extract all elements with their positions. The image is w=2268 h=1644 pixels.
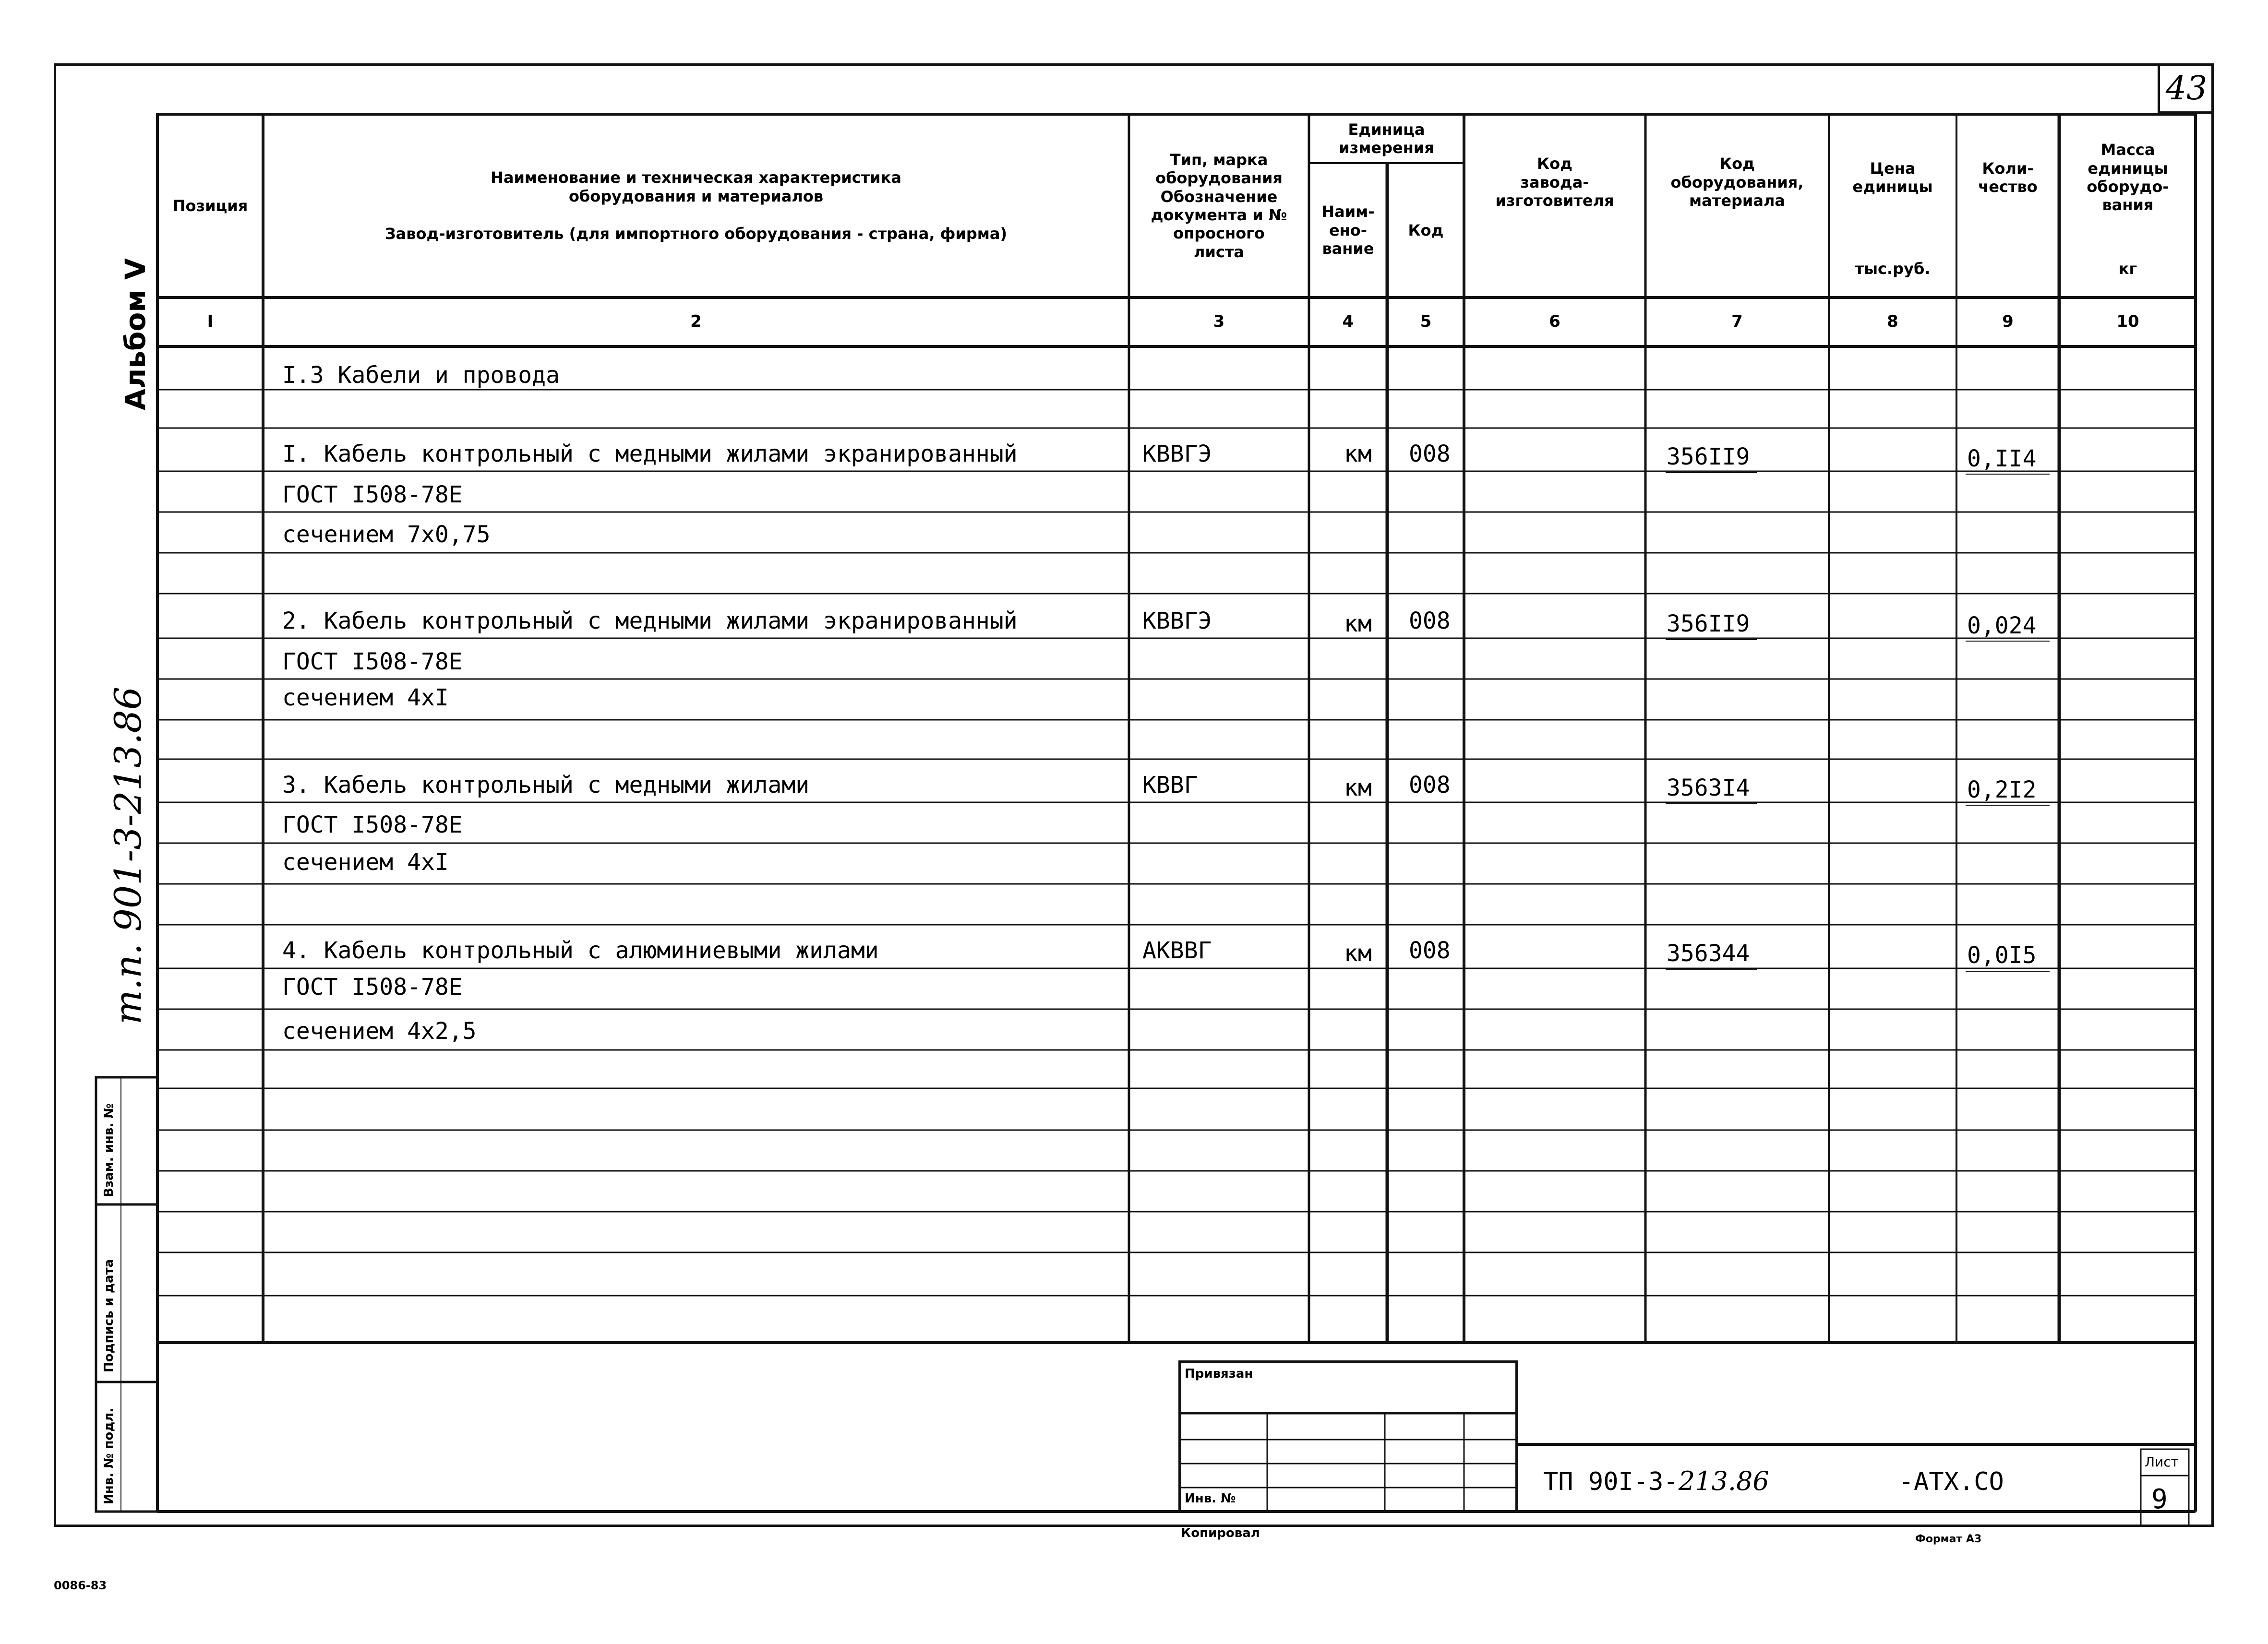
item3-code: 008 xyxy=(1409,772,1451,798)
header-name-line3: Завод-изготовитель (для импортного оборудования - страна, фирма) xyxy=(384,225,1008,243)
header-plant-code-line1: Код xyxy=(1537,155,1572,173)
item1-code: 008 xyxy=(1409,441,1451,467)
title-block-privyazan: Привязан xyxy=(1185,1367,1253,1381)
header-type-line6: листа xyxy=(1194,242,1244,261)
column-number: 3 xyxy=(1213,312,1225,331)
item2-type: КВВГЭ xyxy=(1142,608,1212,634)
title-block-inv-no: Инв. № xyxy=(1185,1491,1236,1506)
handwritten-project-code: т.п. 901-3-213.86 xyxy=(107,686,149,1025)
header-price-unit-text: тыс.руб. xyxy=(1855,259,1931,278)
item1-gost: ГОСТ I508-78Е xyxy=(282,481,463,508)
document-code-handwritten: 213.86 xyxy=(1678,1466,1769,1496)
item1-equip-code: 356II9 xyxy=(1667,443,1750,470)
header-qty xyxy=(1957,115,2058,240)
header-unit-code-text: Код xyxy=(1408,221,1444,239)
stamp-inv-copy: Взам. инв. № xyxy=(102,1103,116,1197)
sheet-number: 9 xyxy=(2151,1484,2168,1515)
header-mass-line3: оборудо- xyxy=(2087,178,2169,196)
header-type-line2: оборудования xyxy=(1155,169,1283,188)
item4-type: АКВВГ xyxy=(1142,937,1212,964)
item1-type: КВВГЭ xyxy=(1142,441,1212,467)
column-number: 7 xyxy=(1731,312,1743,331)
header-name-line1: Наименование и техническая характеристика xyxy=(491,168,901,187)
item4-gost: ГОСТ I508-78Е xyxy=(282,974,463,1001)
page-number: 43 xyxy=(2165,70,2208,107)
item3-equip-code: 3563I4 xyxy=(1667,774,1750,801)
header-mass-line1: Масса xyxy=(2100,141,2155,159)
item3-type: КВВГ xyxy=(1142,772,1198,798)
column-number: I xyxy=(207,312,214,331)
header-unit-name-line1: Наим- xyxy=(1321,203,1375,221)
header-price-line2: единицы xyxy=(1852,178,1933,196)
album-label: Альбом V xyxy=(119,258,152,410)
header-type-line3: Обозначение xyxy=(1160,187,1278,206)
item4-section: сечением 4х2,5 xyxy=(282,1018,477,1045)
header-mass-unit xyxy=(2061,250,2195,288)
item4-code: 008 xyxy=(1409,937,1451,964)
item3-gost: ГОСТ I508-78Е xyxy=(282,811,463,838)
item2-name: 2. Кабель контрольный с медными жилами экранированный xyxy=(282,608,1018,634)
item2-section: сечением 4хI xyxy=(282,684,449,711)
item1-qty: 0,II4 xyxy=(1967,445,2037,472)
section-title: I.3 Кабели и провода xyxy=(282,362,560,389)
header-unit-name-line3: вание xyxy=(1322,239,1374,258)
header-mass xyxy=(2061,115,2195,240)
column-number: 6 xyxy=(1549,312,1560,331)
item1-name: I. Кабель контрольный с медными жилами экранированный xyxy=(282,441,1018,467)
header-qty-line1: Коли- xyxy=(1982,159,2034,178)
title-block-copied: Копировал xyxy=(1181,1526,1260,1540)
header-mass-line2: единицы xyxy=(2088,159,2168,178)
column-number: 4 xyxy=(1342,312,1354,331)
column-number: 10 xyxy=(2116,312,2139,331)
header-equip-code xyxy=(1646,115,1828,250)
header-position xyxy=(158,115,262,297)
header-plant-code-line2: завода- xyxy=(1520,173,1589,191)
header-unit-group xyxy=(1310,115,1463,162)
header-plant-code xyxy=(1465,115,1644,250)
item4-equip-code: 356344 xyxy=(1667,940,1750,967)
column-number: 5 xyxy=(1420,312,1432,331)
header-plant-code-line3: изготовителя xyxy=(1495,191,1614,210)
document-code-prefix: ТП 90I-3- xyxy=(1543,1467,1679,1496)
document-code-suffix: -АТХ.СО xyxy=(1898,1467,2004,1496)
title-block-format: Формат А3 xyxy=(1915,1533,1982,1545)
item3-section: сечением 4хI xyxy=(282,849,449,876)
header-type-line4: документа и № xyxy=(1151,206,1287,224)
header-equip-code-line3: материала xyxy=(1689,191,1785,210)
item1-section: сечением 7х0,75 xyxy=(282,521,491,548)
stamp-signature-date: Подпись и дата xyxy=(102,1259,116,1372)
column-number: 8 xyxy=(1887,312,1898,331)
header-equip-code-line1: Код xyxy=(1719,155,1755,173)
item2-unit: км xyxy=(1344,610,1372,637)
header-unit-group-line2: измерения xyxy=(1339,139,1434,157)
header-qty-line2: чество xyxy=(1978,178,2038,196)
footer-form-code: 0086-83 xyxy=(54,1579,107,1592)
item2-gost: ГОСТ I508-78Е xyxy=(282,648,463,675)
column-number: 2 xyxy=(690,312,702,331)
header-unit-code xyxy=(1389,164,1463,297)
item3-name: 3. Кабель контрольный с медными жилами xyxy=(282,772,810,798)
header-price-unit xyxy=(1830,250,1956,288)
item2-code: 008 xyxy=(1409,608,1451,634)
header-unit-name xyxy=(1310,164,1386,297)
item3-qty: 0,2I2 xyxy=(1967,776,2037,803)
item4-name: 4. Кабель контрольный с алюминиевыми жилами xyxy=(282,937,879,964)
header-position-text: Позиция xyxy=(172,196,248,215)
sheet-label: Лист xyxy=(2145,1454,2179,1470)
header-mass-line4: вания xyxy=(2102,196,2154,214)
stamp-inv-orig: Инв. № подл. xyxy=(102,1407,116,1504)
item2-equip-code: 356II9 xyxy=(1667,610,1750,637)
header-unit-group-line1: Единица xyxy=(1348,120,1425,139)
header-type xyxy=(1130,115,1308,297)
item1-unit: км xyxy=(1344,441,1372,467)
item3-unit: км xyxy=(1344,774,1372,801)
header-price xyxy=(1830,115,1956,240)
document-code xyxy=(1543,1466,2004,1496)
header-price-line1: Цена xyxy=(1870,159,1916,178)
item4-qty: 0,0I5 xyxy=(1967,942,2037,969)
item4-unit: км xyxy=(1344,940,1372,967)
header-mass-unit-text: кг xyxy=(2118,259,2137,278)
header-type-line5: опросного xyxy=(1173,224,1265,243)
header-unit-name-line2: ено- xyxy=(1329,221,1368,239)
header-type-line1: Тип, марка xyxy=(1170,150,1268,169)
header-name xyxy=(264,115,1128,297)
header-name-line2: оборудования и материалов xyxy=(568,187,824,205)
header-equip-code-line2: оборудования, xyxy=(1670,173,1804,191)
item2-qty: 0,024 xyxy=(1967,612,2037,639)
column-number: 9 xyxy=(2002,312,2014,331)
